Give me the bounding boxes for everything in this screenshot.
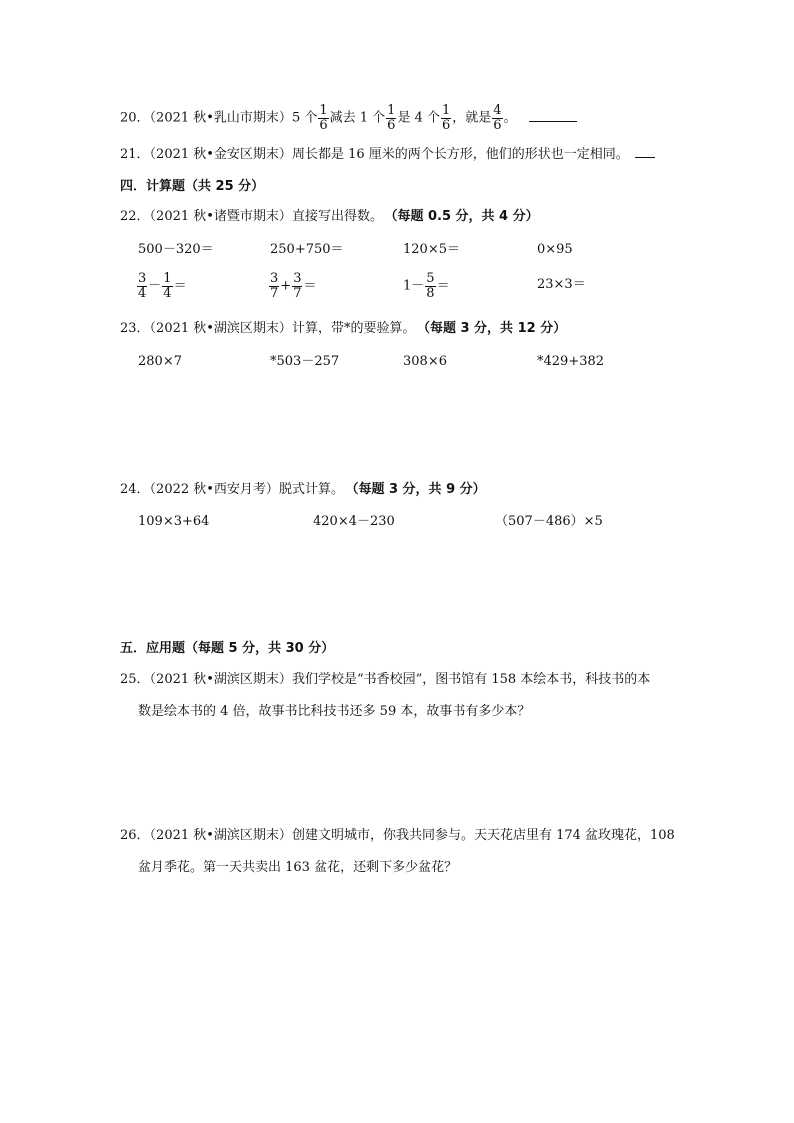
denominator: 4 (163, 285, 172, 301)
expression: 23×3＝ (537, 277, 586, 292)
fraction (386, 104, 396, 132)
question-text: 脱式计算。 (278, 482, 344, 497)
expression: 250+750＝ (270, 242, 344, 257)
question-number: 23． (120, 321, 150, 336)
question-20 (120, 104, 577, 132)
section-heading: 五．应用题（每题 5 分，共 30 分） (120, 641, 335, 656)
section-heading: 四．计算题（共 25 分） (120, 179, 265, 194)
denominator: 6 (319, 117, 328, 133)
question-source: （2021 秋•诸暨市期末） (149, 209, 292, 224)
question-number: 25． (120, 672, 150, 687)
question-25 (120, 673, 650, 686)
numerator: 3 (270, 271, 279, 286)
denominator: 6 (442, 117, 451, 133)
numerator: 1 (319, 103, 328, 118)
denominator: 8 (426, 285, 435, 301)
numerator: 3 (293, 271, 302, 286)
numerator: 5 (426, 271, 435, 286)
numerator: 3 (138, 271, 147, 286)
question-23 (120, 322, 566, 335)
expression: *503－257 (270, 354, 340, 369)
question-text: 计算，带*的要验算。 (291, 321, 416, 336)
question-source: （2021 秋•湖滨区期末） (149, 828, 292, 843)
equals: ＝ (436, 278, 450, 294)
denominator: 6 (493, 117, 502, 133)
question-text-continued: 数是绘本书的 4 倍，故事书比科技书还多 59 本，故事书有多少本？ (138, 704, 531, 719)
operator: － (148, 278, 162, 294)
question-source: （2022 秋•西安月考） (149, 482, 279, 497)
expression-fraction (403, 272, 450, 300)
expression: 109×3+64 (138, 514, 210, 529)
q20-text-5: 。 (503, 110, 517, 126)
denominator: 6 (387, 117, 396, 133)
answer-blank[interactable] (635, 156, 655, 158)
expression: 420×4－230 (313, 514, 395, 529)
question-points: （每题 3 分，共 9 分） (351, 482, 486, 497)
equals: ＝ (173, 278, 187, 294)
fraction (425, 272, 435, 300)
question-24 (120, 483, 486, 496)
question-text: 创建文明城市，你我共同参与。天天花店里有 174 盆玫瑰花，108 (291, 828, 675, 843)
denominator: 4 (138, 285, 147, 301)
question-text: 直接写出得数。 (291, 209, 383, 224)
expression-fraction (136, 272, 187, 300)
question-source: （2021 秋•乳山市期末） (149, 110, 292, 126)
question-number: 22． (120, 209, 150, 224)
expression-prefix: 1－ (403, 278, 425, 294)
question-26 (120, 829, 675, 842)
expression: 280×7 (138, 354, 182, 369)
question-text: 我们学校是“书香校园”，图书馆有 158 本绘本书，科技书的本 (291, 672, 651, 687)
q20-text-4: ，就是 (452, 110, 492, 126)
numerator: 1 (163, 271, 172, 286)
fraction (162, 272, 172, 300)
expression: （507－486）×5 (495, 514, 603, 529)
numerator: 1 (387, 103, 396, 118)
equals: ＝ (303, 278, 317, 294)
q20-text-1: 5 个 (291, 110, 318, 126)
fraction (292, 272, 302, 300)
fraction (318, 104, 328, 132)
question-21 (120, 148, 655, 161)
expression: 120×5＝ (403, 242, 460, 257)
question-source: （2021 秋•湖滨区期末） (149, 321, 292, 336)
question-points: （每题 3 分，共 12 分） (423, 321, 567, 336)
question-number: 20． (120, 110, 150, 126)
question-source: （2021 秋•金安区期末） (149, 147, 292, 162)
expression: 0×95 (537, 242, 573, 257)
question-22 (120, 210, 539, 223)
expression: 500－320＝ (138, 242, 214, 257)
operator: + (280, 278, 292, 294)
question-points: （每题 0.5 分，共 4 分） (390, 209, 539, 224)
numerator: 1 (442, 103, 451, 118)
question-text-continued: 盆月季花。第一天共卖出 163 盆花，还剩下多少盆花？ (138, 860, 458, 875)
question-number: 26． (120, 828, 150, 843)
answer-blank[interactable] (529, 120, 577, 122)
denominator: 7 (293, 285, 302, 301)
question-number: 24． (120, 482, 150, 497)
denominator: 7 (270, 285, 279, 301)
q20-text-2: 减去 1 个 (329, 110, 386, 126)
expression: *429+382 (537, 354, 605, 369)
expression: 308×6 (403, 354, 447, 369)
expression-fraction (268, 272, 316, 300)
numerator: 4 (493, 103, 502, 118)
question-source: （2021 秋•湖滨区期末） (149, 672, 292, 687)
fraction (441, 104, 451, 132)
fraction (137, 272, 147, 300)
fraction (492, 104, 502, 132)
question-number: 21． (120, 147, 150, 162)
q20-text-3: 是 4 个 (397, 110, 440, 126)
fraction (269, 272, 279, 300)
question-text: 周长都是 16 厘米的两个长方形，他们的形状也一定相同。 (291, 147, 629, 162)
